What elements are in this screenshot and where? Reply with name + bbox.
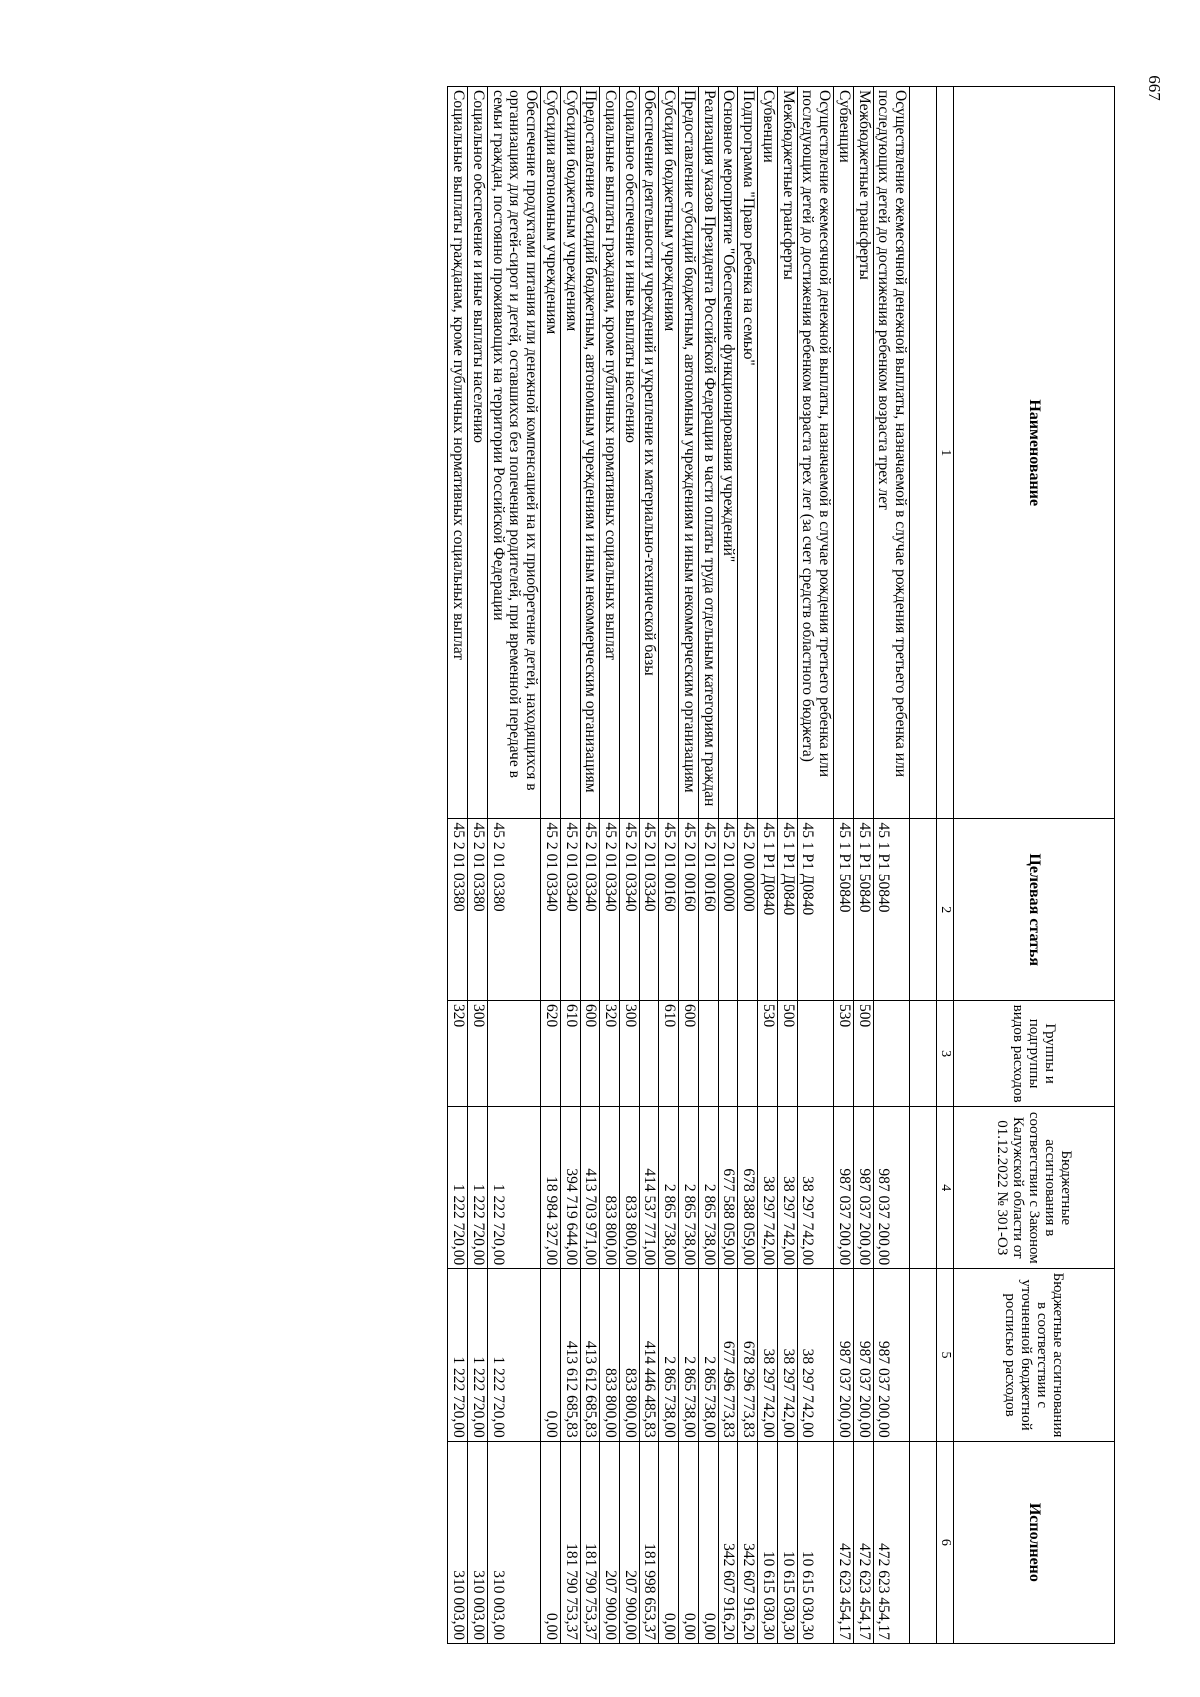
executed-cell: 181 790 753,37 [580,1441,600,1643]
target-article-cell: 45 2 01 03340 [600,819,620,1000]
target-article-cell: 45 2 01 03340 [541,819,561,1000]
law-allocation-cell: 38 297 742,00 [797,1107,833,1269]
table-row [580,87,600,1644]
law-allocation-cell: 833 800,00 [600,1107,620,1269]
table-row [738,87,758,1644]
table-row [679,87,699,1644]
target-article-cell: 45 2 01 03380 [468,819,488,1000]
row-name-cell: Реализация указов Президента Российской Федерации в части оплаты труда отдельным категориям граждан [698,87,718,819]
executed-cell: 0,00 [659,1441,679,1643]
expense-group-cell: 320 [448,1000,468,1106]
executed-cell: 310 003,00 [487,1441,540,1643]
row-name-cell: Осуществление ежемесячной денежной выплаты, назначаемой в случае рождения третьего ребенка или последующих детей до достижения ребенком возраста трех лет (за счет средств областного бюджета) [797,87,833,819]
table-row [487,87,540,1644]
law-allocation-cell: 1 222 720,00 [468,1107,488,1269]
target-article-cell: 45 1 P1 50840 [873,819,909,1000]
row-name-cell: Межбюджетные трансферты [853,87,873,819]
table-row [718,87,738,1644]
law-allocation-cell: 414 537 771,00 [639,1107,659,1269]
table-row [619,87,639,1644]
row-name-cell: Социальные выплаты гражданам, кроме публичных нормативных социальных выплат [448,87,468,819]
refined-allocation-cell: 38 297 742,00 [758,1269,778,1441]
refined-allocation-cell: 1 222 720,00 [448,1269,468,1441]
executed-cell: 181 790 753,37 [560,1441,580,1643]
column-number: 2 [937,819,954,1000]
expense-group-cell [718,1000,738,1106]
table-row [873,87,909,1644]
row-name-cell: Социальное обеспечение и иные выплаты населению [619,87,639,819]
row-name-cell: Субсидии автономным учреждениям [541,87,561,819]
row-name-cell: Субвенции [758,87,778,819]
table-row [698,87,718,1644]
target-article-cell: 45 2 01 00160 [659,819,679,1000]
table-row [600,87,620,1644]
executed-cell: 472 623 454,17 [873,1441,909,1643]
law-allocation-cell: 413 703 971,00 [580,1107,600,1269]
law-allocation-cell: 987 037 200,00 [873,1107,909,1269]
column-number: 4 [937,1107,954,1269]
expense-group-cell: 610 [659,1000,679,1106]
table-row [448,87,468,1644]
row-name-cell: Осуществление ежемесячной денежной выплаты, назначаемой в случае рождения третьего ребенка или последующих детей до достижения ребенком возраста трех лет [873,87,909,819]
expense-group-cell: 620 [541,1000,561,1106]
executed-cell: 472 623 454,17 [853,1441,873,1643]
table-row [758,87,778,1644]
law-allocation-cell: 678 388 059,00 [738,1107,758,1269]
refined-allocation-cell: 987 037 200,00 [834,1269,854,1441]
row-name-cell: Социальные выплаты гражданам, кроме публичных нормативных социальных выплат [600,87,620,819]
table-row [777,87,797,1644]
target-article-cell: 45 1 P1 Д0840 [797,819,833,1000]
refined-allocation-cell: 987 037 200,00 [873,1269,909,1441]
expense-group-cell: 530 [834,1000,854,1106]
refined-allocation-cell: 833 800,00 [619,1269,639,1441]
refined-allocation-cell: 2 865 738,00 [698,1269,718,1441]
budget-table [447,86,1115,1644]
target-article-cell: 45 2 00 00000 [738,819,758,1000]
header-refined-allocations: Бюджетные ассигнования в соответствии с уточненной бюджетной росписью расходов [954,1269,1115,1441]
law-allocation-cell: 2 865 738,00 [679,1107,699,1269]
table-header-row [954,87,1115,1644]
executed-cell: 310 003,00 [448,1441,468,1643]
executed-cell: 10 615 030,30 [797,1441,833,1643]
refined-allocation-cell: 1 222 720,00 [468,1269,488,1441]
expense-group-cell: 320 [600,1000,620,1106]
law-allocation-cell: 987 037 200,00 [853,1107,873,1269]
page-number: 667 [1144,75,1164,101]
refined-allocation-cell: 2 865 738,00 [679,1269,699,1441]
row-name-cell: Субвенции [834,87,854,819]
executed-cell: 342 607 916,20 [738,1441,758,1643]
target-article-cell: 45 2 01 00160 [679,819,699,1000]
row-name-cell: Предоставление субсидий бюджетным, автономным учреждениям и иным некоммерческим организациям [679,87,699,819]
target-article-cell: 45 2 01 03380 [448,819,468,1000]
target-article-cell: 45 2 01 03340 [580,819,600,1000]
rotated-page [99,86,1115,1644]
row-name-cell: Субсидии бюджетным учреждениям [659,87,679,819]
expense-group-cell: 600 [679,1000,699,1106]
expense-group-cell [698,1000,718,1106]
table-row [834,87,854,1644]
table-row [541,87,561,1644]
expense-group-cell: 300 [468,1000,488,1106]
executed-cell: 472 623 454,17 [834,1441,854,1643]
executed-cell: 342 607 916,20 [718,1441,738,1643]
refined-allocation-cell: 38 297 742,00 [777,1269,797,1441]
expense-group-cell [797,1000,833,1106]
executed-cell: 181 998 653,37 [639,1441,659,1643]
refined-allocation-cell: 414 446 485,83 [639,1269,659,1441]
law-allocation-cell: 833 800,00 [619,1107,639,1269]
executed-cell: 0,00 [541,1441,561,1643]
column-number: 5 [937,1269,954,1441]
refined-allocation-cell: 833 800,00 [600,1269,620,1441]
target-article-cell: 45 1 P1 Д0840 [758,819,778,1000]
target-article-cell: 45 2 01 03340 [560,819,580,1000]
expense-group-cell: 500 [853,1000,873,1106]
target-article-cell: 45 1 P1 50840 [834,819,854,1000]
target-article-cell: 45 2 01 03340 [619,819,639,1000]
row-name-cell: Межбюджетные трансферты [777,87,797,819]
header-law-allocations: Бюджетные ассигнования в соответствии с Законом Калужской области от 01.12.2022 № 301-ОЗ [954,1107,1115,1269]
table-row [797,87,833,1644]
row-name-cell: Обеспечение продуктами питания или денежной компенсацией на их приобретение детей, находящихся в организациях для детей-сирот и детей, оставшихся без попечения родителей, при временной передаче в семьи граждан, постоянно проживающих на территории Российской Федерации [487,87,540,819]
table-row [468,87,488,1644]
table-row [853,87,873,1644]
table-row [560,87,580,1644]
executed-cell: 310 003,00 [468,1441,488,1643]
law-allocation-cell: 2 865 738,00 [659,1107,679,1269]
expense-group-cell [487,1000,540,1106]
refined-allocation-cell: 1 222 720,00 [487,1269,540,1441]
expense-group-cell [738,1000,758,1106]
target-article-cell: 45 2 01 03380 [487,819,540,1000]
executed-cell: 207 900,00 [600,1441,620,1643]
expense-group-cell: 300 [619,1000,639,1106]
header-expense-groups: Группы и подгруппы видов расходов [954,1000,1115,1106]
row-name-cell: Предоставление субсидий бюджетным, автономным учреждениям и иным некоммерческим организациям [580,87,600,819]
refined-allocation-cell: 677 496 773,83 [718,1269,738,1441]
refined-allocation-cell: 38 297 742,00 [797,1269,833,1441]
executed-cell: 207 900,00 [619,1441,639,1643]
table-row [659,87,679,1644]
target-article-cell: 45 1 P1 Д0840 [777,819,797,1000]
refined-allocation-cell: 413 612 685,83 [560,1269,580,1441]
column-number-row [937,87,954,1644]
law-allocation-cell: 1 222 720,00 [448,1107,468,1269]
table-row [639,87,659,1644]
empty-row [910,87,937,1644]
target-article-cell: 45 2 01 00160 [698,819,718,1000]
target-article-cell: 45 2 01 00000 [718,819,738,1000]
expense-group-cell: 610 [560,1000,580,1106]
law-allocation-cell: 677 588 059,00 [718,1107,738,1269]
refined-allocation-cell: 413 612 685,83 [580,1269,600,1441]
refined-allocation-cell: 2 865 738,00 [659,1269,679,1441]
row-name-cell: Подпрограмма "Право ребенка на семью" [738,87,758,819]
target-article-cell: 45 2 01 03340 [639,819,659,1000]
refined-allocation-cell: 678 296 773,83 [738,1269,758,1441]
executed-cell: 0,00 [698,1441,718,1643]
column-number: 3 [937,1000,954,1106]
row-name-cell: Обеспечение деятельности учреждений и укрепление их материально-технической базы [639,87,659,819]
law-allocation-cell: 987 037 200,00 [834,1107,854,1269]
executed-cell: 10 615 030,30 [777,1441,797,1643]
target-article-cell: 45 1 P1 50840 [853,819,873,1000]
law-allocation-cell: 394 719 644,00 [560,1107,580,1269]
expense-group-cell [873,1000,909,1106]
row-name-cell: Социальное обеспечение и иные выплаты населению [468,87,488,819]
expense-group-cell: 600 [580,1000,600,1106]
law-allocation-cell: 18 984 327,00 [541,1107,561,1269]
expense-group-cell: 530 [758,1000,778,1106]
law-allocation-cell: 2 865 738,00 [698,1107,718,1269]
header-executed: Исполнено [954,1441,1115,1643]
law-allocation-cell: 1 222 720,00 [487,1107,540,1269]
law-allocation-cell: 38 297 742,00 [758,1107,778,1269]
executed-cell: 0,00 [679,1441,699,1643]
header-name: Наименование [954,87,1115,819]
column-number: 6 [937,1441,954,1643]
column-number: 1 [937,87,954,819]
row-name-cell: Субсидии бюджетным учреждениям [560,87,580,819]
expense-group-cell [639,1000,659,1106]
refined-allocation-cell: 987 037 200,00 [853,1269,873,1441]
header-target-article: Целевая статья [954,819,1115,1000]
expense-group-cell: 500 [777,1000,797,1106]
law-allocation-cell: 38 297 742,00 [777,1107,797,1269]
executed-cell: 10 615 030,30 [758,1441,778,1643]
refined-allocation-cell: 0,00 [541,1269,561,1441]
row-name-cell: Основное мероприятие "Обеспечение функционирования учреждений" [718,87,738,819]
